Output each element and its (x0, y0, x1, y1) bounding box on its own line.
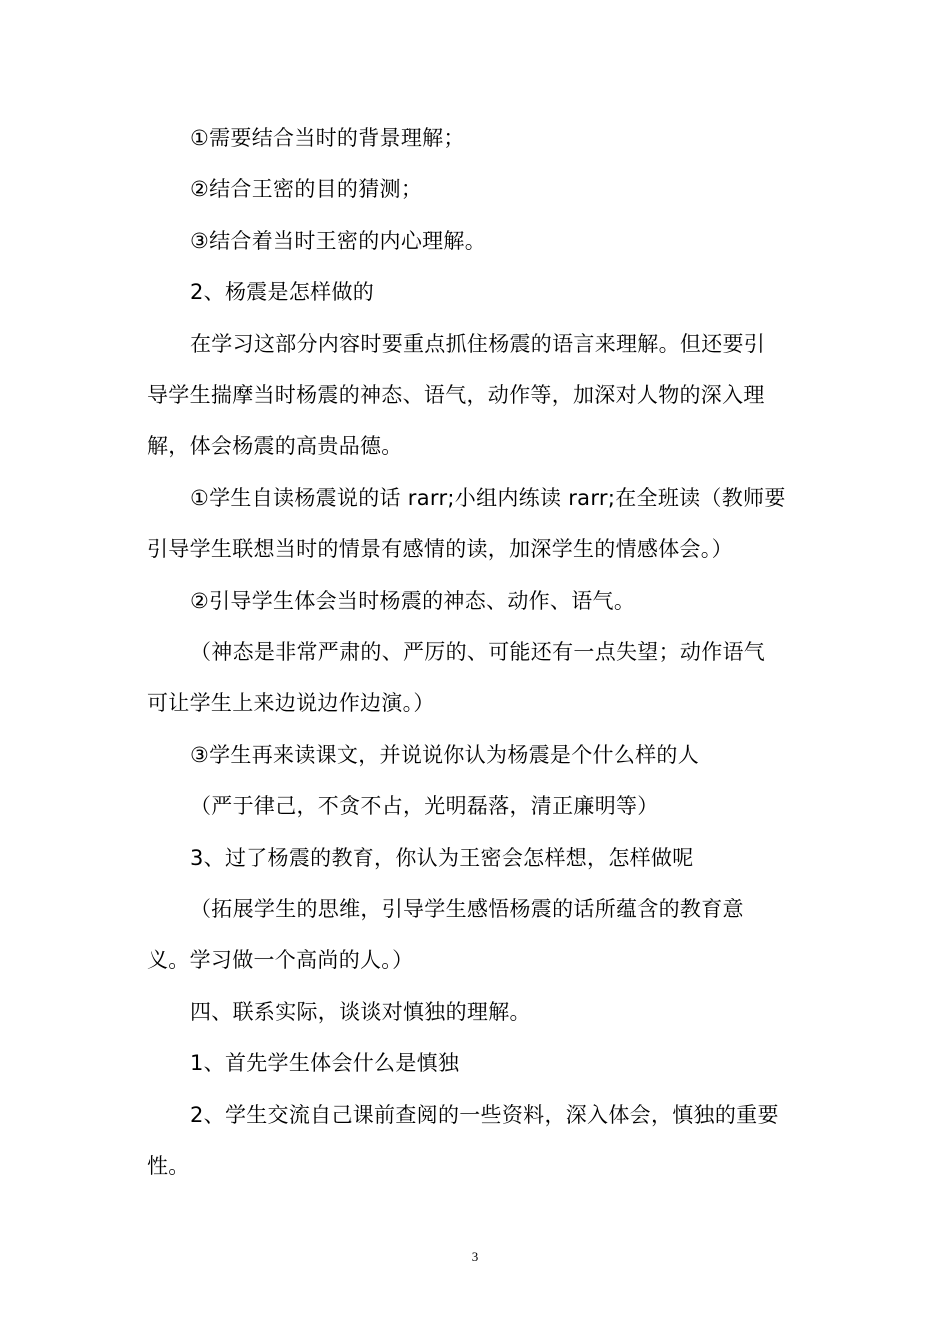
text-line: 性。 (147, 1154, 190, 1178)
text-line: （严于律己，不贪不占，光明磊落，清正廉明等） (190, 794, 659, 818)
section-heading: 四、联系实际，谈谈对慎独的理解。 (190, 1000, 531, 1024)
text-line: ②引导学生体会当时杨震的神态、动作、语气。 (190, 589, 636, 613)
text-line: （拓展学生的思维，引导学生感悟杨震的话所蕴含的教育意 (190, 897, 744, 921)
text-line: （神态是非常严肃的、严厉的、可能还有一点失望；动作语气 (190, 640, 766, 664)
text-line: 可让学生上来边说边作边演。） (147, 691, 435, 715)
text-line: 解，体会杨震的高贵品德。 (147, 434, 403, 458)
page-number: 3 (471, 1249, 479, 1264)
text-line: ①学生自读杨震说的话 rarr;小组内练读 rarr;在全班读（教师要 (190, 486, 786, 510)
text-line: 2、学生交流自己课前查阅的一些资料，深入体会，慎独的重要 (190, 1103, 779, 1127)
text-line: ③结合着当时王密的内心理解。 (190, 229, 487, 253)
text-line: 1、首先学生体会什么是慎独 (190, 1051, 460, 1075)
text-line: ①需要结合当时的背景理解； (190, 126, 465, 150)
section-heading: 3、过了杨震的教育，你认为王密会怎样想，怎样做呢 (190, 846, 694, 870)
section-heading: 2、杨震是怎样做的 (190, 280, 375, 304)
text-line: 导学生揣摩当时杨震的神态、语气，动作等，加深对人物的深入理 (147, 383, 765, 407)
text-line: 在学习这部分内容时要重点抓住杨震的语言来理解。但还要引 (190, 332, 766, 356)
text-line: 义。学习做一个高尚的人。） (147, 948, 414, 972)
text-line: 引导学生联想当时的情景有感情的读，加深学生的情感体会。） (147, 537, 733, 561)
text-line: ②结合王密的目的猜测； (190, 177, 423, 201)
text-line: ③学生再来读课文，并说说你认为杨震是个什么样的人 (190, 743, 700, 767)
